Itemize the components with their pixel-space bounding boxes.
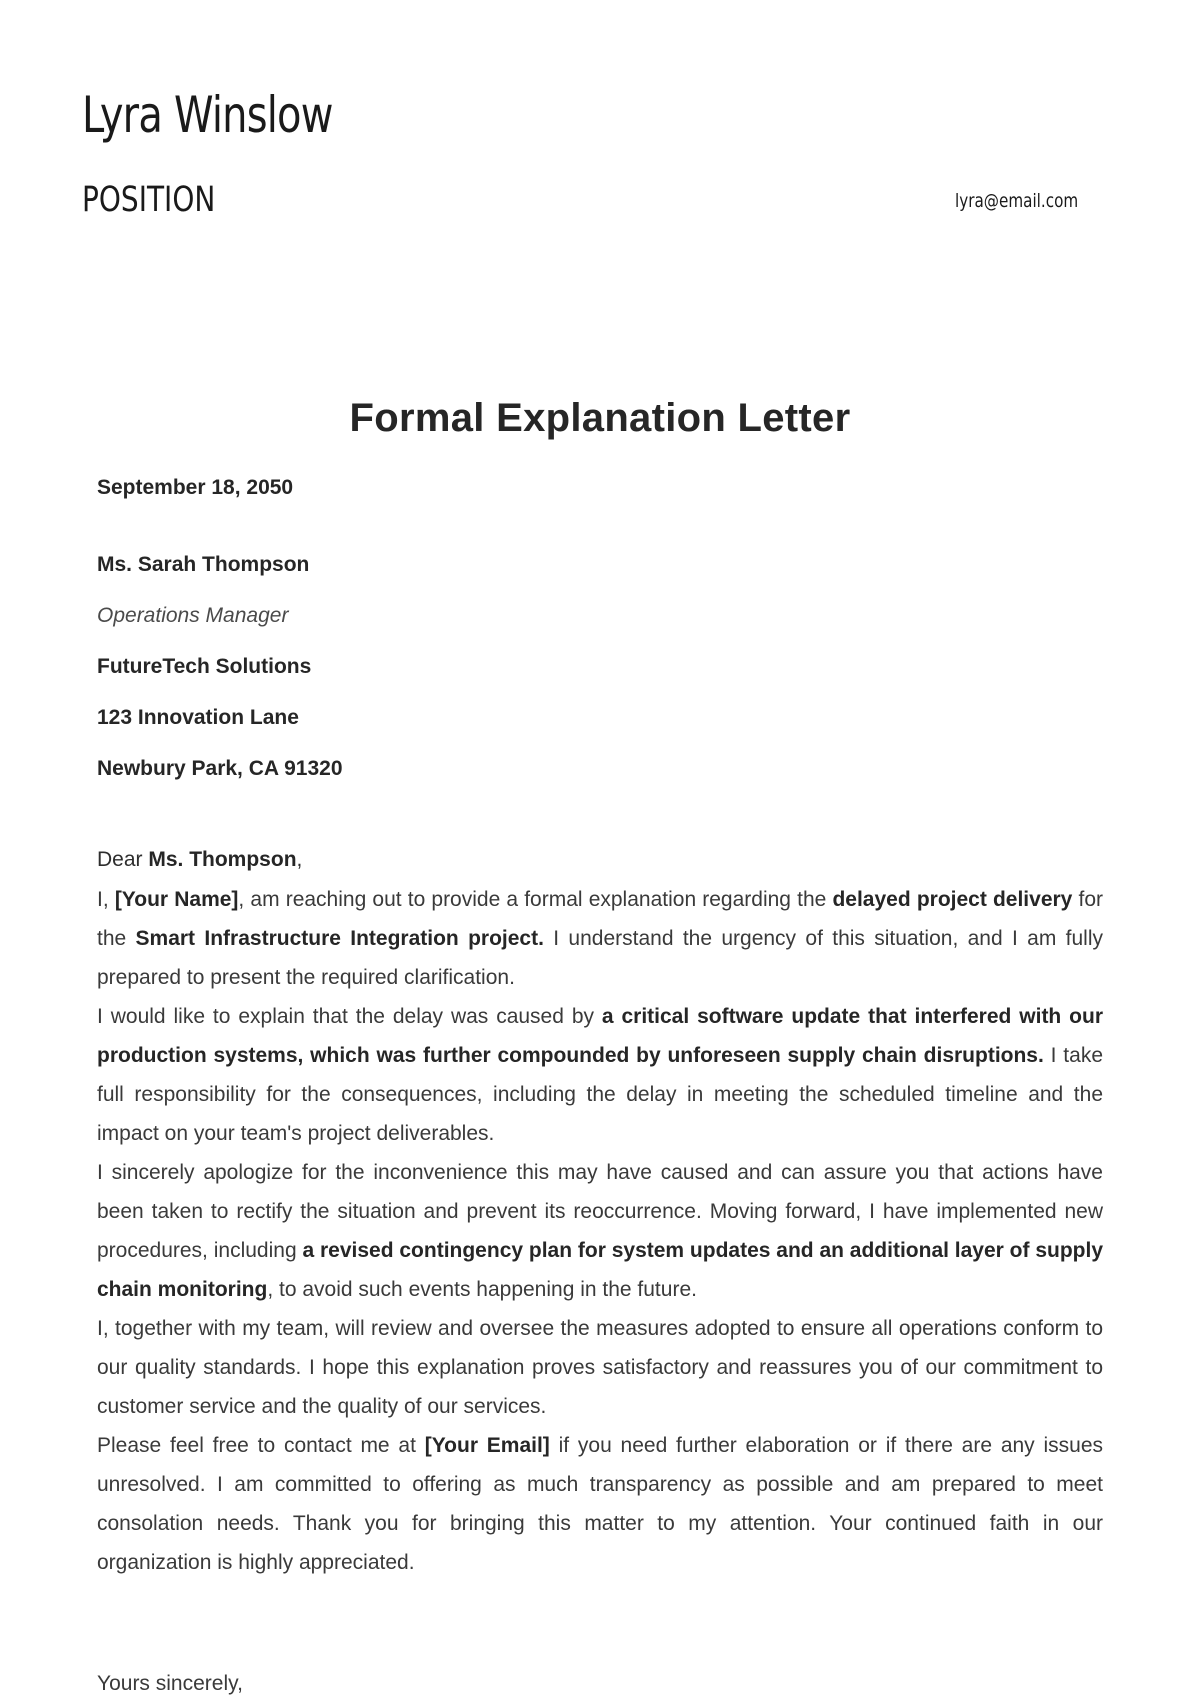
recipient-company: FutureTech Solutions <box>97 655 312 678</box>
paragraph-5 <box>97 1426 1103 1582</box>
sender-email: lyra@email.com <box>955 190 1079 212</box>
p2-text-c: I take full responsibility for the consequences, including the delay in meeting the scheduled timeline and the impact on your team's project deliverables. <box>97 1044 1103 1145</box>
salutation <box>97 848 302 872</box>
p4-text-a: I, together with my team, will review and oversee the measures adopted to ensure all operations conform to our quality standards. I hope this explanation proves satisfactory and reassures you of our commitment to customer service and the quality of our services. <box>97 1317 1103 1418</box>
closing: Yours sincerely, <box>97 1672 243 1695</box>
paragraph-2 <box>97 997 1103 1153</box>
p1-placeholder-name: [Your Name] <box>114 888 239 911</box>
recipient-role: Operations Manager <box>97 604 289 627</box>
p2-text-a: I would like to explain that the delay was caused by <box>97 1005 602 1028</box>
p1-bold-f: Smart Infrastructure Integration project. <box>135 927 544 950</box>
p2-bold-b: a critical software update that interfered with our production systems, which was further compounded by unforeseen supply chain disruptions. <box>97 1005 1103 1067</box>
p3-text-c: , to avoid such events happening in the future. <box>267 1278 697 1301</box>
p5-placeholder-email: [Your Email] <box>424 1434 550 1457</box>
recipient-name: Ms. Sarah Thompson <box>97 553 310 576</box>
p1-text-c: , am reaching out to provide a formal explanation regarding the <box>238 888 833 911</box>
sender-name: Lyra Winslow <box>82 86 333 144</box>
p1-text-g: I understand the urgency of this situation, and I am fully prepared to present the required clarification. <box>97 927 1103 989</box>
salutation-name: Ms. Thompson <box>148 848 297 871</box>
p1-text-a: I, <box>97 888 115 911</box>
salutation-suffix: , <box>296 848 303 871</box>
letter-date: September 18, 2050 <box>97 476 294 499</box>
p3-text-a: I sincerely apologize for the inconvenience this may have caused and can assure you that actions have been taken to rectify the situation and prevent its reoccurrence. Moving forward, I have implemented new procedures, including <box>97 1161 1103 1262</box>
p5-text-a: Please feel free to contact me at <box>97 1434 425 1457</box>
p1-text-e: for the <box>97 888 1104 950</box>
paragraph-1 <box>97 880 1103 997</box>
p1-bold-d: delayed project delivery <box>832 888 1073 911</box>
paragraph-4 <box>97 1309 1103 1426</box>
recipient-city: Newbury Park, CA 91320 <box>97 757 343 780</box>
p5-text-c: if you need further elaboration or if there are any issues unresolved. I am committed to offering as much transparency as possible and am prepared to meet consolation needs. Thank you for bringing this matter to my attention. Your continued faith in our organization is highly appreciated. <box>97 1434 1103 1574</box>
sender-position: POSITION <box>82 180 216 220</box>
page-title: Formal Explanation Letter <box>349 396 851 440</box>
salutation-prefix: Dear <box>97 848 149 871</box>
recipient-street: 123 Innovation Lane <box>97 706 299 729</box>
letter-body <box>97 880 1103 1582</box>
paragraph-3 <box>97 1153 1103 1309</box>
p3-bold-b: a revised contingency plan for system updates and an additional layer of supply chain monitoring <box>97 1239 1104 1301</box>
